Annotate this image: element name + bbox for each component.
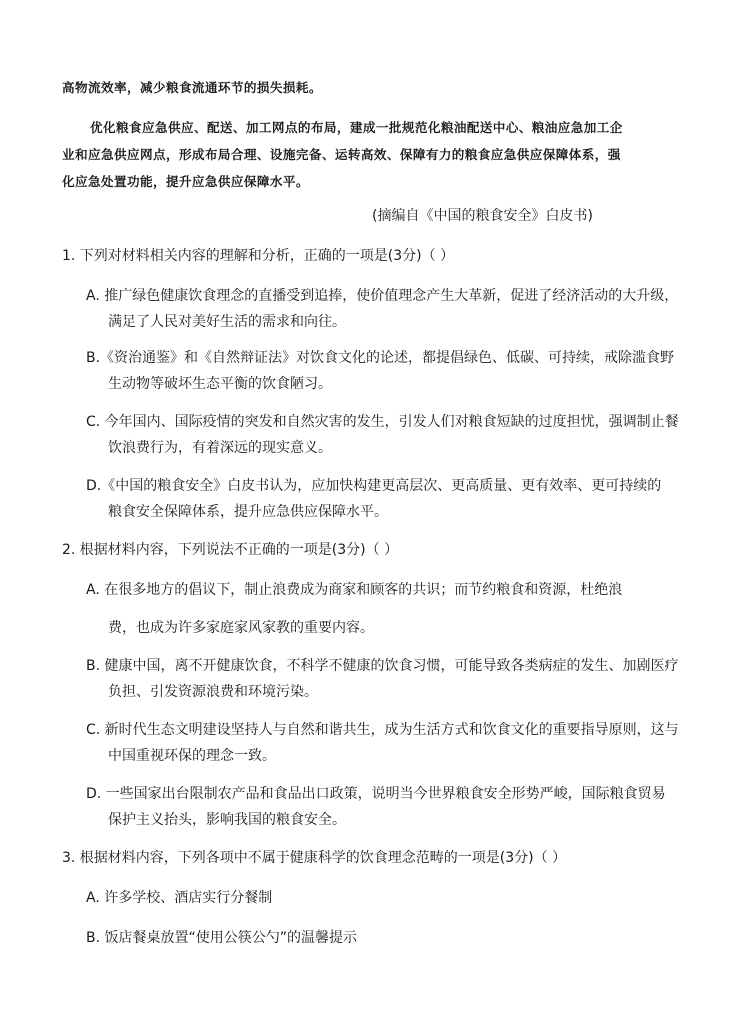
passage-line: 优化粮食应急供应、配送、加工网点的布局，建成一批规范化粮油配送中心、粮油应急加工企 [90, 120, 623, 135]
option-line: 饮浪费行为，有着深远的现实意义。 [108, 440, 332, 456]
passage-line: 高物流效率，减少粮食流通环节的损失损耗。 [62, 80, 322, 95]
option-line: C. 新时代生态文明建设坚持人与自然和谐共生，成为生活方式和饮食文化的重要指导原则，这与 [86, 722, 679, 738]
option-line: 负担、引发资源浪费和环境污染。 [108, 684, 318, 700]
option-line: C. 今年国内、国际疫情的突发和自然灾害的发生，引发人们对粮食短缺的过度担忧，强调制止餐 [86, 414, 679, 430]
option-line: D. 一些国家出台限制农产品和食品出口政策，说明当今世界粮食安全形势严峻，国际粮食贸易 [86, 786, 666, 802]
option-line: A. 推广绿色健康饮食理念的直播受到追捧，使价值理念产生大革新，促进了经济活动的大升级， [86, 288, 679, 304]
question-stem: 3. 根据材料内容，下列各项中不属于健康科学的饮食理念范畴的一项是(3分)（ ） [62, 850, 567, 866]
option-line: A. 在很多地方的倡议下，制止浪费成为商家和顾客的共识；而节约粮食和资源，杜绝浪 [86, 582, 623, 598]
option-line: B. 饭店餐桌放置“使用公筷公勺”的温馨提示 [86, 930, 358, 946]
option-line: A. 许多学校、酒店实行分餐制 [86, 890, 273, 906]
option-line: 保护主义抬头，影响我国的粮食安全。 [108, 812, 346, 828]
option-line: 粮食安全保障体系，提升应急供应保障水平。 [108, 504, 388, 520]
option-line: 满足了人民对美好生活的需求和向往。 [108, 314, 346, 330]
question-stem: 1. 下列对材料相关内容的理解和分析，正确的一项是(3分)（ ） [62, 248, 455, 264]
option-line: B. 健康中国，离不开健康饮食，不科学不健康的饮食习惯，可能导致各类病症的发生、加剧医疗 [86, 658, 679, 674]
option-line: 费，也成为许多家庭家风家教的重要内容。 [108, 620, 374, 636]
option-line: 中国重视环保的理念一致。 [108, 748, 276, 764]
option-line: D.《中国的粮食安全》白皮书认为，应加快构建更高层次、更高质量、更有效率、更可持续的 [86, 478, 662, 494]
option-line: B.《资治通鉴》和《自然辩证法》对饮食文化的论述，都提倡绿色、低碳、可持续，戒除滥食野 [86, 350, 675, 366]
passage-line: 化应急处置功能，提升应急供应保障水平。 [62, 174, 309, 189]
option-line: 生动物等破坏生态平衡的饮食陋习。 [108, 376, 332, 392]
question-stem: 2. 根据材料内容，下列说法不正确的一项是(3分)（ ） [62, 542, 399, 558]
passage-line: 业和应急供应网点，形成布局合理、设施完备、运转高效、保障有力的粮食应急供应保障体系，强 [62, 147, 621, 162]
source-citation: (摘编自《中国的粮食安全》白皮书) [372, 208, 593, 224]
